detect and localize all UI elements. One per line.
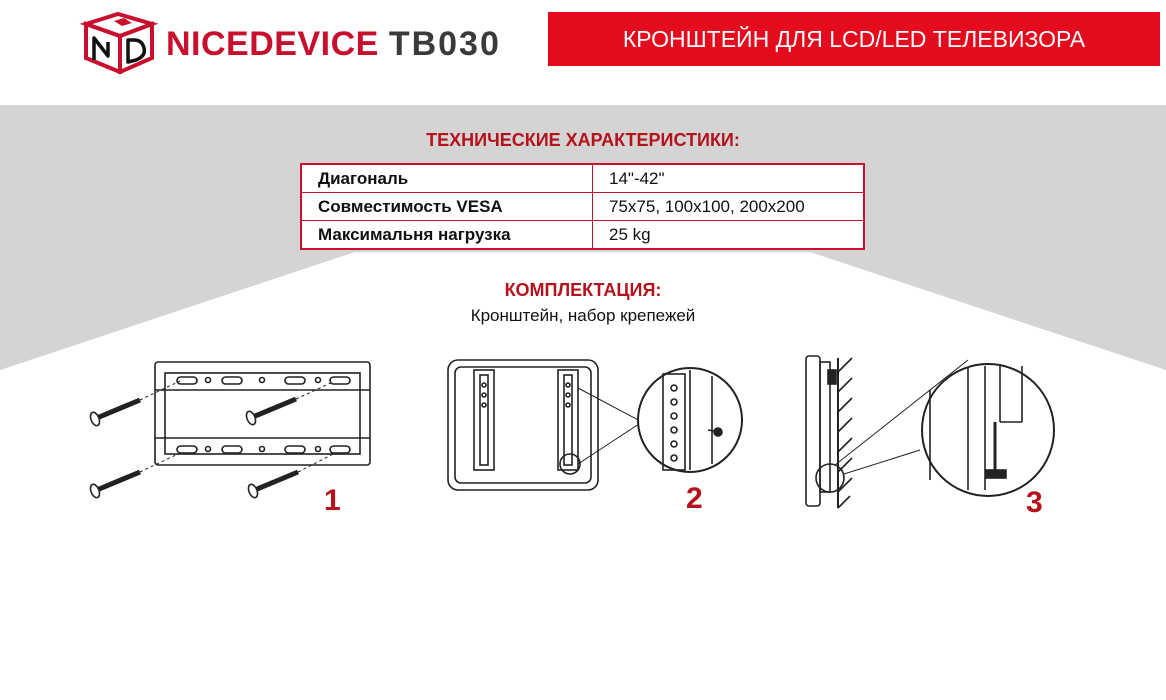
- brand-name: NICEDEVICE: [166, 25, 379, 63]
- specs-table: [300, 163, 865, 250]
- step-number-3: 3: [1026, 486, 1043, 519]
- table-row: [301, 221, 864, 250]
- table-row: [301, 164, 864, 193]
- spec-label: Максимальня нагрузка: [301, 221, 593, 250]
- product-banner: КРОНШТЕЙН ДЛЯ LCD/LED ТЕЛЕВИЗОРА: [548, 12, 1160, 66]
- installation-illustrations: [0, 340, 1166, 540]
- spec-value: 14"-42": [593, 164, 865, 193]
- nd-cube-logo-icon: [78, 12, 160, 74]
- spec-label: Диагональ: [301, 164, 593, 193]
- header: [0, 0, 1166, 105]
- kit-contents: Кронштейн, набор крепежей: [470, 306, 696, 325]
- brand-title: [166, 22, 501, 66]
- tv-back-with-bracket-detail-illustration: [448, 360, 742, 490]
- model-name: TB030: [388, 25, 501, 63]
- bracket-with-screws-illustration: [89, 362, 370, 499]
- tv-on-wall-side-view-illustration: [806, 356, 1054, 508]
- specs-title: ТЕХНИЧЕСКИЕ ХАРАКТЕРИСТИКИ:: [426, 130, 740, 150]
- spec-value: 25 kg: [609, 224, 651, 244]
- table-row: [301, 193, 864, 221]
- step-number-1: 1: [324, 484, 341, 517]
- kit-title: КОМПЛЕКТАЦИЯ:: [504, 280, 662, 300]
- step-number-2: 2: [686, 482, 703, 515]
- spec-label: Совместимость VESA: [301, 193, 593, 221]
- spec-value: 75x75, 100x100, 200x200: [593, 193, 865, 221]
